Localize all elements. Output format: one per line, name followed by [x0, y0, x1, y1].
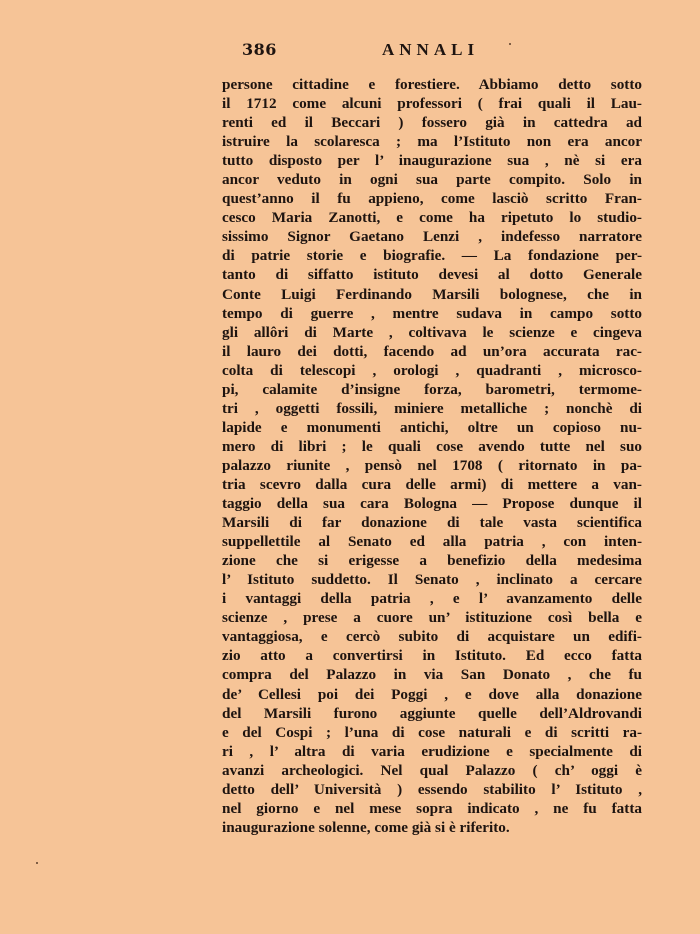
- print-speck: [509, 43, 511, 45]
- text-line: ri , l’ altra di varia erudizione e specialmente di: [222, 742, 642, 760]
- text-line: tria scevro dalla cura delle armi) di mettere a van-: [222, 475, 642, 493]
- text-line: i vantaggi della patria , e l’ avanzamento delle: [222, 590, 642, 608]
- body-text: [222, 75, 642, 837]
- text-line: mero di libri ; le quali cose avendo tutte nel suo: [222, 437, 642, 455]
- text-line: cesco Maria Zanotti, e come ha ripetuto lo studio-: [222, 209, 642, 227]
- text-line: colta di telescopi , orologi , quadranti , microsco-: [222, 361, 642, 379]
- text-line: il 1712 come alcuni professori ( frai quali il Lau-: [222, 95, 642, 113]
- text-line: vantaggiosa, e cercò subito di acquistare un edifi-: [222, 628, 642, 646]
- text-line: inaugurazione solenne, come già si è riferito.: [222, 818, 510, 836]
- text-line: scienze , prese a cuore un’ istituzione così bella e: [222, 609, 642, 627]
- text-line: pi, calamite d’insigne forza, barometri, termome-: [222, 380, 642, 398]
- page-header: [222, 40, 642, 68]
- text-line: renti ed il Beccari ) fossero già in cattedra ad: [222, 114, 642, 132]
- text-line: de’ Cellesi poi dei Poggi , e dove alla donazione: [222, 685, 642, 703]
- text-line: suppellettile al Senato ed alla patria , con inten-: [222, 533, 642, 551]
- text-line: zione che si erigesse a benefizio della medesima: [222, 552, 642, 570]
- print-speck: [36, 862, 38, 864]
- page-number: 386: [242, 40, 277, 59]
- text-line: palazzo riunite , pensò nel 1708 ( ritornato in pa-: [222, 456, 642, 474]
- text-line: taggio della sua cara Bologna — Propose dunque il: [222, 495, 642, 513]
- text-line: e del Cospi ; l’una di cose naturali e di scritti ra-: [222, 723, 642, 741]
- running-title: ANNALI: [382, 40, 480, 59]
- text-line: di patrie storie e biografie. — La fondazione per-: [222, 247, 642, 265]
- text-line: istruire la scolaresca ; ma l’Istituto non era ancor: [222, 133, 642, 151]
- text-line: l’ Istituto suddetto. Il Senato , inclinato a cercare: [222, 571, 642, 589]
- text-line: tempo di guerre , mentre sudava in campo sotto: [222, 304, 642, 322]
- text-line: detto dell’ Università ) essendo stabilito l’ Istituto ,: [222, 780, 642, 798]
- text-line: zio atto a convertirsi in Istituto. Ed ecco fatta: [222, 647, 642, 665]
- text-line: Marsili di far donazione di tale vasta scientifica: [222, 514, 642, 532]
- text-line: Conte Luigi Ferdinando Marsili bolognese, che in: [222, 285, 642, 303]
- text-line: tri , oggetti fossili, miniere metalliche ; nonchè di: [222, 399, 642, 417]
- text-line: nel giorno e nel mese sopra indicato , ne fu fatta: [222, 799, 642, 817]
- text-line: il lauro dei dotti, facendo ad un’ora accurata rac-: [222, 342, 642, 360]
- text-line: tutto disposto per l’ inaugurazione sua , nè si era: [222, 152, 642, 170]
- text-line: ancor veduto in ogni sua parte compito. Solo in: [222, 171, 642, 189]
- text-line: tanto di siffatto istituto devesi al dotto Generale: [222, 266, 642, 284]
- text-line: del Marsili furono aggiunte quelle dell’Aldrovandi: [222, 704, 642, 722]
- text-line: gli allôri di Marte , coltivava le scienze e cingeva: [222, 323, 642, 341]
- text-line: quest’anno il fu appieno, come lasciò scritto Fran-: [222, 190, 642, 208]
- text-line: persone cittadine e forestiere. Abbiamo detto sotto: [222, 76, 642, 93]
- text-line: sissimo Signor Gaetano Lenzi , indefesso narratore: [222, 228, 642, 246]
- text-line: lapide e monumenti antichi, oltre un copioso nu-: [222, 418, 642, 436]
- text-line: compra del Palazzo in via San Donato , che fu: [222, 666, 642, 684]
- text-line: avanzi archeologici. Nel qual Palazzo ( ch’ oggi è: [222, 761, 642, 779]
